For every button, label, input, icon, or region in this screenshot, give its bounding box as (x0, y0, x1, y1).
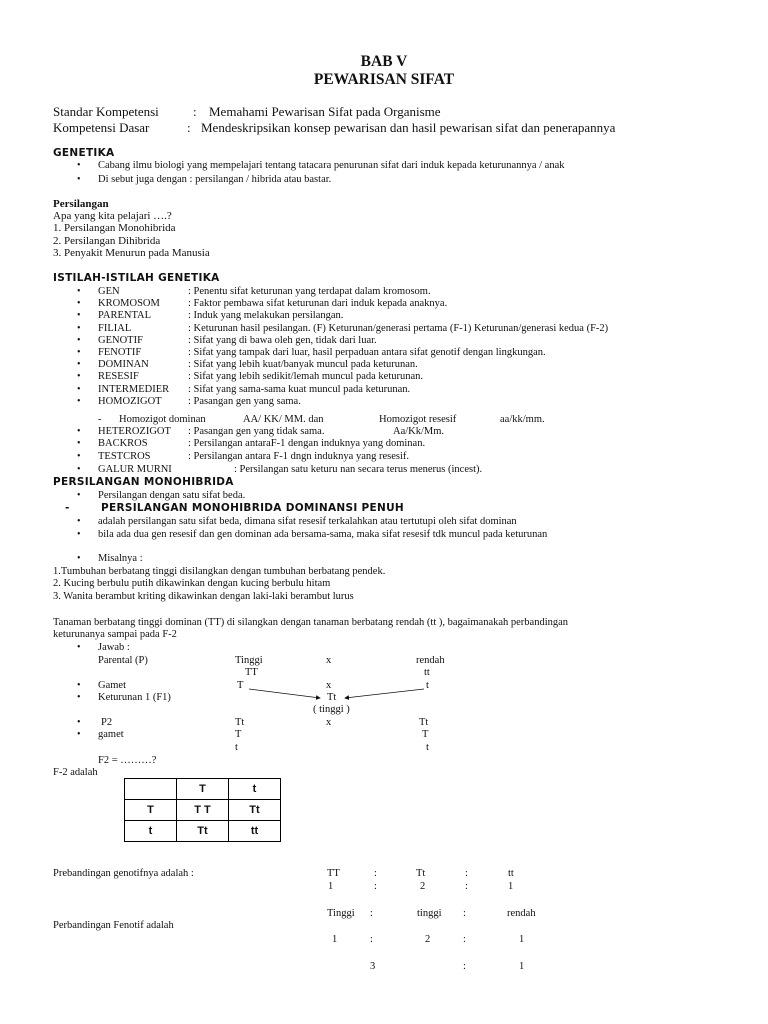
ratio-colon: : (374, 881, 377, 892)
p2-label: P2 (101, 717, 113, 728)
sk-value: Memahami Pewarisan Sifat pada Organisme (209, 104, 441, 119)
geno-value: 1 (328, 881, 334, 892)
geno-name: Tt (416, 868, 426, 879)
feno-value: 1 (519, 934, 525, 945)
geno-value: 2 (420, 881, 426, 892)
term-name: KROMOSOM (98, 298, 160, 310)
table-cell: Tt (177, 821, 229, 842)
problem-line-2: keturunanya sampai pada F-2 (53, 629, 177, 640)
feno-value: 1 (332, 934, 338, 945)
table-cell: t (229, 779, 281, 800)
ratio-colon: : (465, 881, 468, 892)
gamet-t: t (426, 680, 429, 691)
term-galur-murni-def: : Persilangan satu keturu nan secara terus menerus (incest). (234, 464, 483, 475)
term-name: FENOTIF (98, 347, 142, 358)
kd-label: Kompetensi Dasar (53, 120, 150, 135)
table-cell: t (125, 821, 177, 842)
cross-symbol: x (326, 655, 332, 666)
term-name: TESTCROS (98, 450, 151, 462)
table-cell: T T (177, 800, 229, 821)
term-name: PARENTAL (98, 310, 152, 322)
f2-question: F2 = ………? (98, 755, 157, 766)
bullet-icon: • (77, 322, 81, 334)
monohibrida-bullet: Persilangan dengan satu sifat beda. (98, 490, 246, 501)
final-ratio-recessive: 1 (519, 961, 525, 972)
bullet-icon: • (77, 383, 81, 395)
term-definition: : Faktor pembawa sifat keturunan dari induk kepada anaknya. (188, 298, 448, 310)
dominansi-bullet-1: adalah persilangan satu sifat beda, dimana sifat resesif terkalahkan atau tertutupi oleh sifat dominan (98, 516, 517, 527)
sk-label: Standar Kompetensi (53, 104, 159, 119)
ratio-colon: : (370, 934, 373, 945)
table-row (125, 779, 281, 800)
gamet-label: Gamet (98, 680, 126, 691)
gamet2-T-right: T (422, 729, 429, 740)
table-row (125, 821, 281, 842)
genetika-bullet-1: Cabang ilmu biologi yang mempelajari tentang tatacara penurunan sifat dari induk kepada keturunannya / anak (98, 160, 565, 171)
bullet-icon: • (77, 717, 81, 728)
genotype-ratio-label: Prebandingan genotifnya adalah : (53, 868, 194, 879)
sub-dash: - (65, 502, 70, 514)
parent-rendah: rendah (416, 655, 445, 666)
term-definition: : Sifat yang tampak dari luar, hasil perpaduan antara sifat genotif dengan lingkungan. (188, 347, 546, 358)
p2-left: Tt (235, 717, 245, 728)
bullet-icon: • (77, 298, 81, 310)
feno-name: tinggi (417, 908, 442, 919)
bullet-icon: • (77, 286, 81, 297)
term-name: HOMOZIGOT (98, 395, 162, 407)
bullet-icon: • (77, 334, 81, 346)
persilangan-heading: Persilangan (53, 198, 109, 210)
bullet-icon: • (77, 347, 81, 358)
example-1: 1.Tumbuhan berbatang tinggi disilangkan dengan tumbuhan berbatang pendek. (53, 566, 386, 577)
example-3: 3. Wanita berambut kriting dikawinkan dengan laki-laki berambut lurus (53, 591, 354, 602)
genetika-heading: GENETIKA (53, 147, 115, 159)
homozigot-resesif-examples: aa/kk/mm. (500, 414, 545, 425)
parent-genotype-tt: tt (424, 667, 430, 678)
term-name: GEN (98, 286, 120, 297)
f2-adalah-label: F-2 adalah (53, 767, 98, 778)
term-definition: : Persilangan antara F-1 dngn induknya yang resesif. (188, 450, 410, 462)
table-row (125, 800, 281, 821)
problem-line-1: Tanaman berbatang tinggi dominan (TT) di silangkan dengan tanaman berbatang rendah (tt ), bagaimanakah perbandingan (53, 617, 569, 628)
chapter-number: BAB V (360, 53, 408, 70)
jawab-label: Jawab : (98, 642, 130, 653)
term-name: GENOTIF (98, 334, 143, 346)
term-definition: : Induk yang melakukan persilangan. (188, 310, 344, 322)
term-definition: : Sifat yang di bawa oleh gen, tidak dari luar. (188, 334, 377, 346)
persilangan-item: 2. Persilangan Dihibrida (53, 235, 161, 247)
term-definition: : Pasangan gen yang tidak sama. (188, 426, 325, 437)
table-cell: tt (229, 821, 281, 842)
bullet-icon: • (77, 642, 81, 653)
bullet-icon: • (77, 310, 81, 322)
kd-sep: : (187, 120, 191, 135)
gamet2-label: gamet (98, 729, 124, 740)
bullet-icon: • (77, 490, 81, 501)
feno-name: rendah (507, 908, 536, 919)
bullet-icon: • (77, 729, 81, 740)
chapter-title: PEWARISAN SIFAT (313, 71, 455, 88)
term-definition: : Pasangan gen yang sama. (188, 395, 301, 407)
geno-name: tt (508, 868, 514, 879)
table-cell: T (177, 779, 229, 800)
dominansi-penuh-heading: PERSILANGAN MONOHIBRIDA DOMINANSI PENUH (101, 502, 404, 514)
bullet-icon: • (77, 450, 81, 462)
gamet-T: T (237, 680, 244, 691)
ratio-colon: : (465, 868, 468, 879)
term-definition: : Sifat yang sama-sama kuat muncul pada keturunan. (188, 383, 411, 395)
parent-genotype-TT: TT (245, 667, 258, 678)
homozigot-resesif: Homozigot resesif (379, 414, 457, 425)
homozigot-dominan-examples: AA/ KK/ MM. dan (243, 414, 324, 425)
ratio-colon: : (463, 934, 466, 945)
bullet-icon: • (77, 395, 81, 407)
ratio-colon: : (463, 908, 466, 919)
bullet-icon: • (77, 359, 81, 371)
term-definition: : Sifat yang lebih kuat/banyak muncul pada keturunan. (188, 359, 418, 371)
f1-label: Keturunan 1 (F1) (98, 692, 171, 703)
misalnya-label: Misalnya : (98, 553, 143, 564)
bullet-icon: • (77, 464, 81, 475)
bullet-icon: • (77, 426, 81, 437)
parental-label: Parental (P) (98, 655, 148, 666)
homozigot-sub-dash: - (98, 414, 102, 425)
table-cell (125, 779, 177, 800)
phenotype-ratio-label: Perbandingan Fenotif adalah (53, 920, 174, 931)
bullet-icon: • (77, 692, 81, 703)
bullet-icon: • (77, 160, 81, 171)
cross-symbol: x (326, 717, 332, 728)
term-name: RESESIF (98, 371, 139, 383)
monohibrida-heading: PERSILANGAN MONOHIBRIDA (53, 476, 234, 488)
term-name: HETEROZIGOT (98, 426, 171, 437)
dominansi-bullet-2: bila ada dua gen resesif dan gen dominan ada bersama-sama, maka sifat resesif tdk muncul pada keturunan (98, 529, 548, 540)
bullet-icon: • (77, 174, 81, 185)
bullet-icon: • (77, 553, 81, 564)
example-2: 2. Kucing berbulu putih dikawinkan dengan kucing berbulu hitam (53, 578, 331, 589)
term-extra: Aa/Kk/Mm. (393, 426, 445, 437)
f1-phenotype: ( tinggi ) (313, 704, 350, 715)
arrow-right (345, 689, 424, 698)
term-name: FILIAL (98, 322, 132, 334)
parent-tinggi: Tinggi (235, 655, 263, 666)
term-definition: : Sifat yang lebih sedikit/lemah muncul pada keturunan. (188, 371, 424, 383)
term-name: BACKROS (98, 438, 148, 450)
bullet-icon: • (77, 371, 81, 383)
term-name: DOMINAN (98, 359, 149, 371)
term-definition: : Keturunan hasil pesilangan. (F) Keturunan/generasi pertama (F-1) Keturunan/generasi kedua (F-2) (188, 322, 609, 334)
bullet-icon: • (77, 516, 81, 527)
persilangan-item: 3. Penyakit Menurun pada Manusia (53, 247, 210, 259)
table-cell: T (125, 800, 177, 821)
bullet-icon: • (77, 438, 81, 450)
f1-genotype: Tt (327, 692, 337, 703)
arrow-left (249, 689, 320, 698)
persilangan-question: Apa yang kita pelajari ….? (53, 210, 172, 222)
gamet2-t-right: t (426, 742, 429, 753)
kd-value: Mendeskripsikan konsep pewarisan dan hasil pewarisan sifat dan penerapannya (201, 120, 616, 135)
homozigot-dominan: Homozigot dominan (119, 414, 206, 425)
table-cell: Tt (229, 800, 281, 821)
ratio-colon: : (370, 908, 373, 919)
sk-sep: : (193, 104, 197, 119)
gamet2-t-left: t (235, 742, 238, 753)
term-definition: : Persilangan antaraF-1 dengan induknya yang dominan. (188, 438, 426, 450)
bullet-icon: • (77, 529, 81, 540)
p2-right: Tt (419, 717, 429, 728)
feno-value: 2 (425, 934, 431, 945)
feno-name: Tinggi (327, 908, 355, 919)
geno-value: 1 (508, 881, 514, 892)
final-ratio-dominant: 3 (370, 961, 376, 972)
bullet-icon: • (77, 680, 81, 691)
geno-name: TT (327, 868, 340, 879)
gamet2-T-left: T (235, 729, 242, 740)
term-name: INTERMEDIER (98, 383, 170, 395)
ratio-colon: : (463, 961, 466, 972)
term-galur-murni: GALUR MURNI (98, 464, 172, 475)
genetika-bullet-2: Di sebut juga dengan : persilangan / hibrida atau bastar. (98, 174, 332, 185)
cross-symbol: x (326, 680, 332, 691)
persilangan-item: 1. Persilangan Monohibrida (53, 222, 176, 234)
punnett-square (124, 778, 281, 842)
istilah-heading: ISTILAH-ISTILAH GENETIKA (53, 272, 220, 284)
term-definition: : Penentu sifat keturunan yang terdapat dalam kromosom. (188, 286, 431, 297)
ratio-colon: : (374, 868, 377, 879)
